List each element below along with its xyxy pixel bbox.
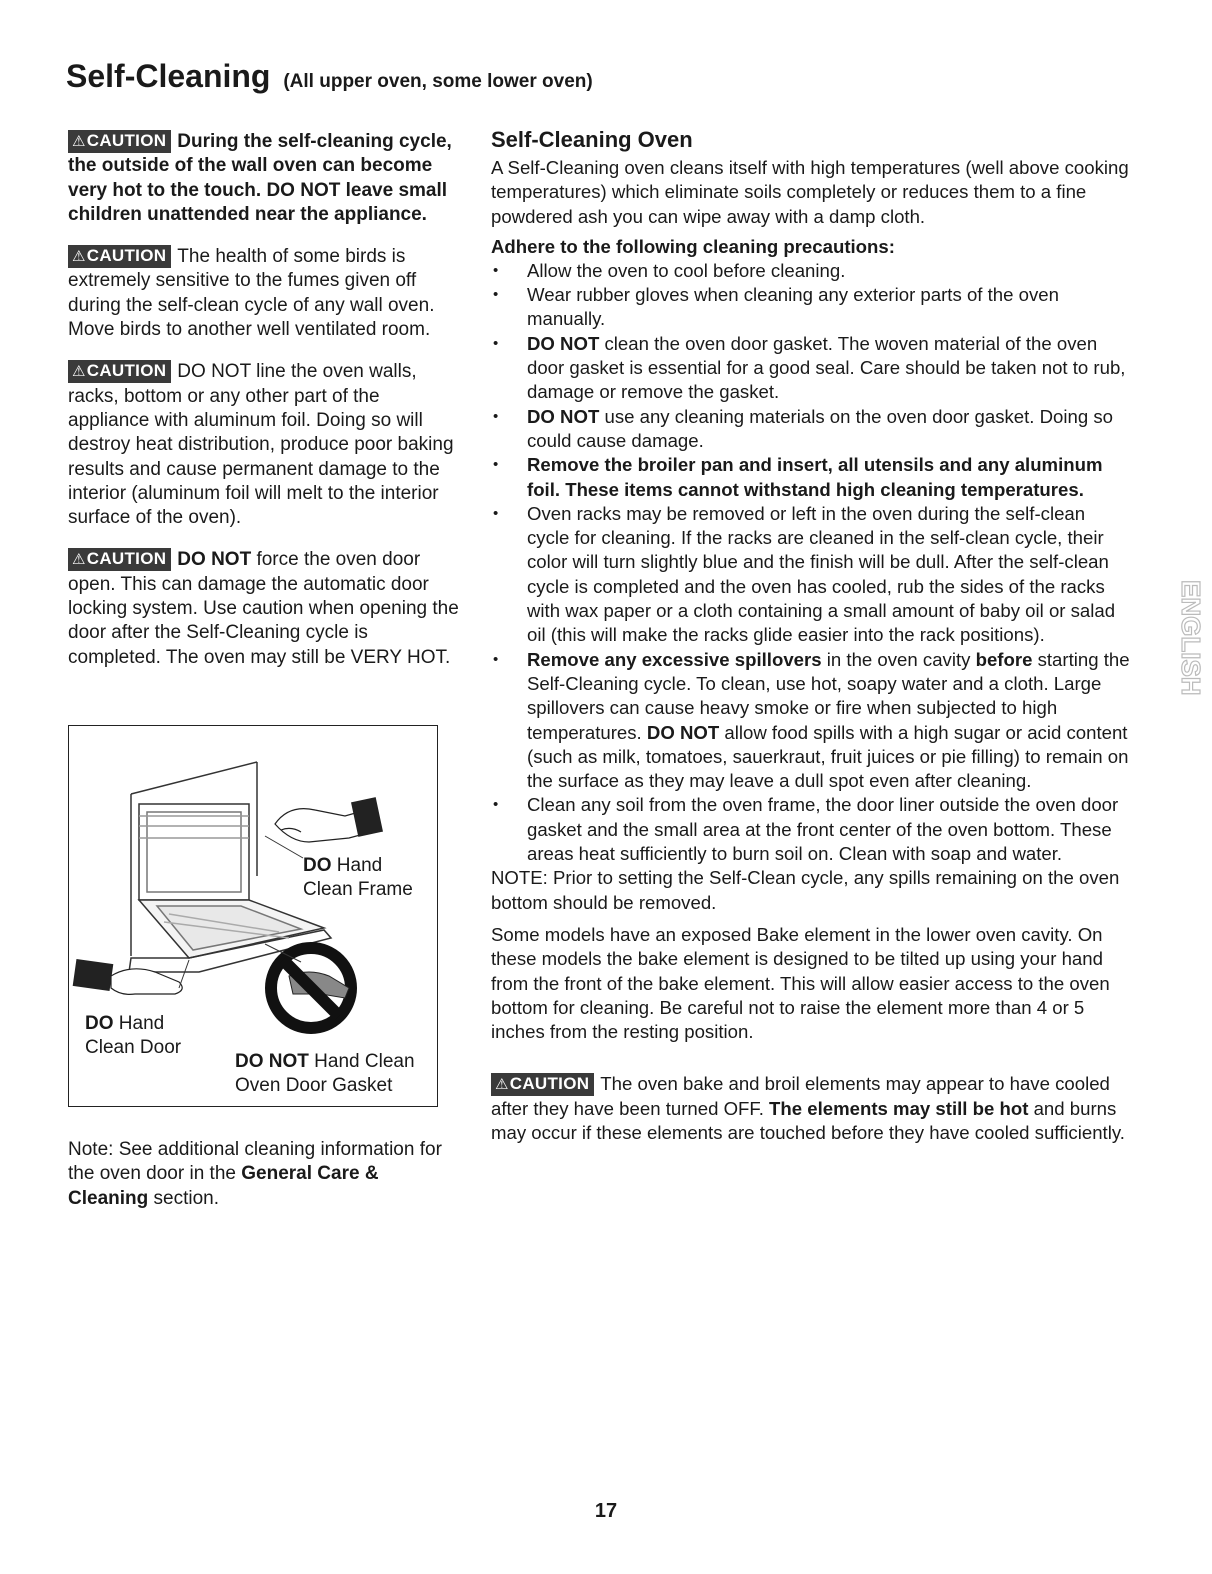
page-title: Self-Cleaning (All upper oven, some lower oven) — [66, 58, 593, 94]
caution-foil: ⚠CAUTION DO NOT line the oven walls, racks, bottom or any other part of the appliance with aluminum foil. Doing so will destroy heat distribution, produce poor baking results and cause permanent damage to the interior (aluminum foil will melt to the interior surface of the oven). — [68, 361, 454, 529]
left-column — [68, 130, 460, 688]
list-item: • DO NOT clean the oven door gasket. The woven material of the oven door gasket is essential for a good seal. Care should be taken not to rub, damage or remove the gasket. — [491, 332, 1131, 405]
list-item: • Allow the oven to cool before cleaning. — [491, 259, 1131, 283]
caution-badge: ⚠CAUTION — [491, 1073, 594, 1096]
list-item: • Remove the broiler pan and insert, all utensils and any aluminum foil. These items cannot withstand high cleaning temperatures. — [491, 453, 1131, 502]
caution-birds: ⚠CAUTION The health of some birds is extremely sensitive to the fumes given off during the self-clean cycle of any wall oven. Move birds to another well ventilated room. — [68, 246, 435, 341]
page-number: 17 — [594, 1500, 618, 1522]
label-gasket: DO NOT Hand Clean Oven Door Gasket — [235, 1051, 415, 1096]
hand-frame-drawing — [275, 798, 382, 842]
door-pointer-line — [179, 960, 189, 988]
right-column — [491, 126, 1131, 1145]
list-item: • DO NOT use any cleaning materials on the oven door gasket. Doing so could cause damage. — [491, 405, 1131, 454]
warning-icon: ⚠ — [72, 248, 86, 266]
left-note: Note: See additional cleaning information for the oven door in the General Care & Cleaning section. — [68, 1139, 442, 1209]
caution-badge: ⚠CAUTION — [68, 245, 171, 268]
list-item: • Oven racks may be removed or left in the oven during the self-clean cycle for cleaning. If the racks are cleaned in the self-clean cycle, their color will turn slightly blue and the finish will be dull. After the self-clean cycle is completed and the oven has cooled, rub the sides of the racks with wax paper or a cloth containing a small amount of baby oil or salad oil (this will make the racks glide easier into the rack positions). — [491, 502, 1131, 648]
intro-paragraph: A Self-Cleaning oven cleans itself with high temperatures (well above cooking temperatures) which eliminate soils completely or reduces them to a fine powdered ash you can wipe away with a damp cloth. — [491, 157, 1129, 227]
language-side-tab — [1160, 580, 1206, 730]
caution-badge: ⚠CAUTION — [68, 360, 171, 383]
oven-cleaning-figure — [68, 725, 438, 1107]
language-label: ENGLISH — [1176, 580, 1206, 696]
warning-icon: ⚠ — [72, 363, 86, 381]
caution-badge: ⚠CAUTION — [68, 130, 171, 153]
section-heading: Self-Cleaning Oven — [491, 127, 693, 152]
list-item: • Remove any excessive spillovers in the oven cavity before starting the Self-Cleaning cycle. To clean, use hot, soapy water and a cloth. Large spillovers can cause heavy smoke or fire when subjected to high temperatures. DO NOT allow food spills with a high sugar or acid content (such as milk, tomatoes, sauerkraut, fruit juices or pie filling) to remain on the surface as they may leave a dull spot even after cleaning. — [491, 648, 1131, 794]
caution-badge: ⚠CAUTION — [68, 548, 171, 571]
label-frame: DO Hand Clean Frame — [303, 855, 413, 900]
caution-door: ⚠CAUTION DO NOT force the oven door open. This can damage the automatic door locking system. Use caution when opening the door after the Self-Cleaning cycle is completed. The oven may still be VERY HOT. — [68, 549, 459, 668]
warning-icon: ⚠ — [72, 133, 86, 150]
precautions-list — [491, 259, 1131, 866]
warning-icon: ⚠ — [495, 1076, 509, 1094]
warning-icon: ⚠ — [72, 551, 86, 569]
list-item: • Wear rubber gloves when cleaning any exterior parts of the oven manually. — [491, 283, 1131, 332]
hand-door-drawing — [73, 960, 182, 995]
precautions-heading: Adhere to the following cleaning precautions: — [491, 235, 895, 257]
note-paragraph: NOTE: Prior to setting the Self-Clean cycle, any spills remaining on the oven bottom should be removed. — [491, 867, 1120, 913]
bake-element-paragraph: Some models have an exposed Bake element in the lower oven cavity. On these models the bake element is designed to be tilted up using your hand from the front of the bake element. This will allow easier access to the oven bottom for cleaning. Be careful not to raise the element more than 4 or 5 inches from the resting position. — [491, 923, 1110, 1043]
label-door: DO Hand Clean Door — [85, 1013, 182, 1058]
list-item: • Clean any soil from the oven frame, the door liner outside the oven door gasket and the small area at the front center of the oven bottom. These areas heat sufficiently to burn soil on. Clean with soap and water. — [491, 793, 1131, 866]
caution-children: ⚠CAUTION During the self-cleaning cycle, the outside of the wall oven can become very hot to the touch. DO NOT leave small children unattended near the appliance. — [68, 131, 452, 225]
caution-elements: ⚠CAUTION The oven bake and broil elements may appear to have cooled after they have been turned OFF. The elements may still be hot and burns may occur if these elements are touched before they have cooled sufficiently. — [491, 1073, 1125, 1143]
page-subtitle: (All upper oven, some lower oven) — [283, 71, 593, 92]
prohibited-icon — [271, 948, 351, 1028]
